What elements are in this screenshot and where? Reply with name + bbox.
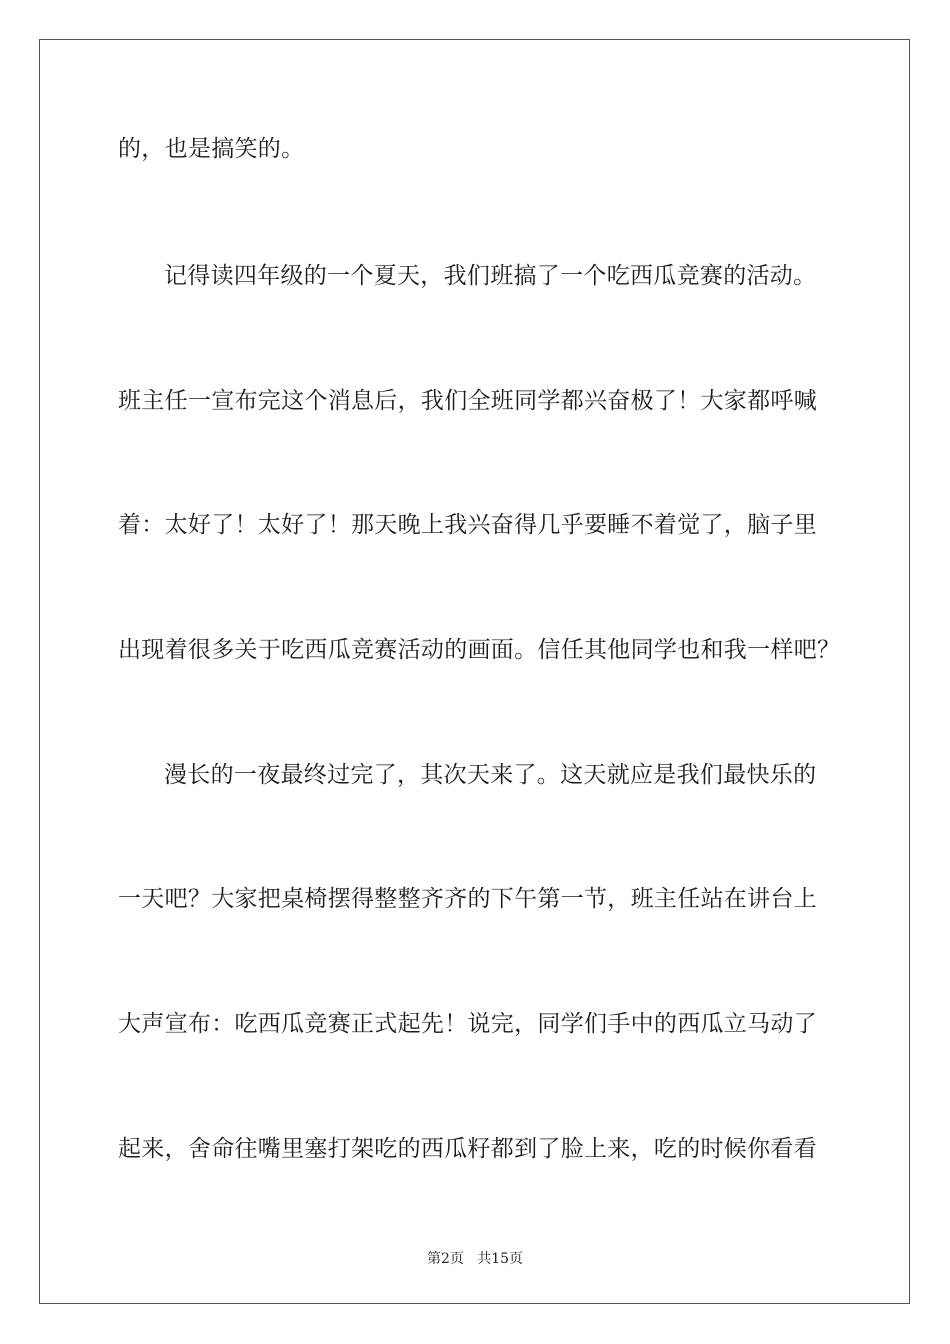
text-line-5: 出现着很多关于吃西瓜竞赛活动的画面。信任其他同学也和我一样吧？: [118, 637, 841, 663]
text-line-1: 的，也是搞笑的。: [118, 136, 305, 162]
page-number-footer: 第2页 共15页: [426, 1251, 524, 1267]
page-border: [39, 39, 910, 1304]
text-line-8: 大声宣布：吃西瓜竞赛正式起先！说完，同学们手中的西瓜立马动了: [118, 1011, 817, 1037]
text-line-9: 起来，舍命往嘴里塞打架吃的西瓜籽都到了脸上来，吃的时候你看看: [118, 1136, 817, 1162]
text-line-6: 漫长的一夜最终过完了，其次天来了。这天就应是我们最快乐的: [164, 762, 817, 788]
text-line-4: 着：太好了！太好了！那天晚上我兴奋得几乎要睡不着觉了，脑子里: [118, 512, 817, 538]
text-line-2: 记得读四年级的一个夏天，我们班搞了一个吃西瓜竞赛的活动。: [164, 263, 817, 289]
text-line-3: 班主任一宣布完这个消息后，我们全班同学都兴奋极了！大家都呼喊: [118, 388, 817, 414]
text-line-7: 一天吧？大家把桌椅摆得整整齐齐的下午第一节，班主任站在讲台上: [118, 886, 817, 912]
